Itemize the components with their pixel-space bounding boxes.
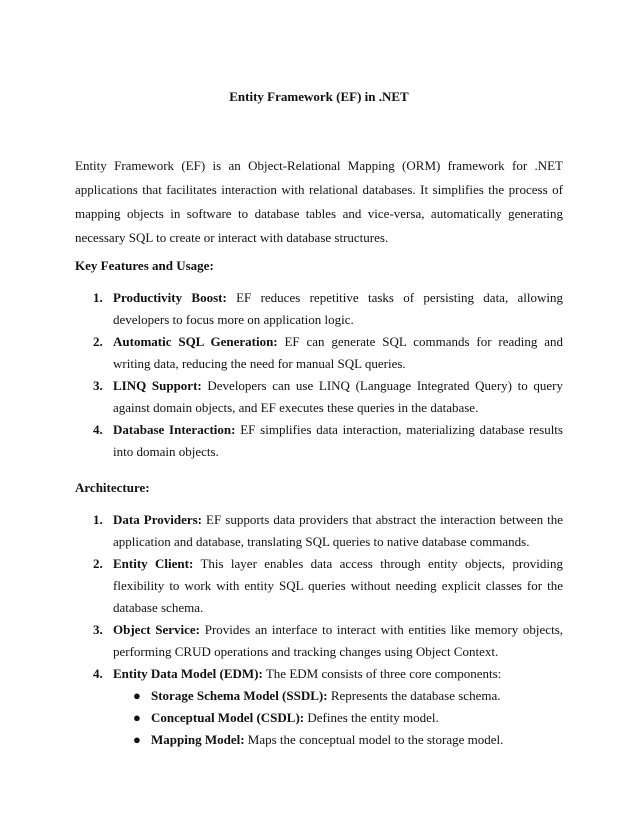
item-term: Productivity Boost:: [113, 290, 227, 305]
list-number: 4.: [93, 666, 103, 681]
item-term: Object Service:: [113, 622, 201, 637]
list-item: [75, 419, 563, 463]
list-number: 4.: [93, 422, 103, 437]
item-text: This layer enables data access through entity objects, providing flexibility to work with entity SQL queries without needing explicit classes for the database schema.: [113, 556, 563, 615]
item-text: Defines the entity model.: [304, 710, 439, 725]
item-term: Storage Schema Model (SSDL):: [151, 688, 328, 703]
list-number: 3.: [93, 622, 103, 637]
item-term: LINQ Support:: [113, 378, 202, 393]
item-text: Maps the conceptual model to the storage model.: [244, 732, 504, 747]
list-number: 3.: [93, 378, 103, 393]
document-title: Entity Framework (EF) in .NET: [229, 89, 409, 104]
list-item: [75, 509, 563, 553]
item-term: Data Providers:: [113, 512, 203, 527]
list-item: [75, 663, 563, 751]
item-text: The EDM consists of three core components:: [262, 666, 502, 681]
bullet-item: [113, 729, 563, 751]
list-number: 2.: [93, 334, 103, 349]
list-number: 1.: [93, 512, 103, 527]
architecture-list: [75, 509, 563, 751]
item-term: Automatic SQL Generation:: [113, 334, 278, 349]
item-text: EF reduces repetitive tasks of persisting data, allowing developers to focus more on application logic.: [113, 290, 564, 327]
bullet-icon: ●: [133, 732, 141, 747]
item-text: EF supports data providers that abstract the interaction between the application and database, translating SQL queries to native database commands.: [113, 512, 563, 549]
list-number: 1.: [93, 290, 103, 305]
list-item: [75, 375, 563, 419]
item-term: Conceptual Model (CSDL):: [151, 710, 305, 725]
bullet-icon: ●: [133, 710, 141, 725]
bullet-item: [113, 707, 563, 729]
key-features-heading: Key Features and Usage:: [75, 258, 214, 273]
edm-components-list: [113, 685, 563, 751]
key-features-list: [75, 287, 563, 463]
bullet-item: [113, 685, 563, 707]
item-text: Developers can use LINQ (Language Integrated Query) to query against domain objects, and EF executes these queries in the database.: [113, 378, 563, 415]
list-number: 2.: [93, 556, 103, 571]
item-text: EF simplifies data interaction, materializing database results into domain objects.: [113, 422, 563, 459]
item-text: EF can generate SQL commands for reading and writing data, reducing the need for manual SQL queries.: [113, 334, 563, 371]
item-term: Database Interaction:: [113, 422, 236, 437]
item-text: Represents the database schema.: [327, 688, 501, 703]
list-item: [75, 287, 563, 331]
item-term: Entity Data Model (EDM):: [113, 666, 263, 681]
list-item: [75, 331, 563, 375]
list-item: [75, 553, 563, 619]
intro-paragraph: Entity Framework (EF) is an Object-Relational Mapping (ORM) framework for .NET applications that facilitates interaction with relational databases. It simplifies the process of mapping objects in software to database tables and vice-versa, automatically generating necessary SQL to create or interact with database structures.: [75, 158, 563, 245]
list-item: [75, 619, 563, 663]
bullet-icon: ●: [133, 688, 141, 703]
architecture-heading: Architecture:: [75, 480, 150, 495]
item-term: Entity Client:: [113, 556, 194, 571]
item-text: Provides an interface to interact with entities like memory objects, performing CRUD operations and tracking changes using Object Context.: [113, 622, 563, 659]
item-term: Mapping Model:: [151, 732, 245, 747]
